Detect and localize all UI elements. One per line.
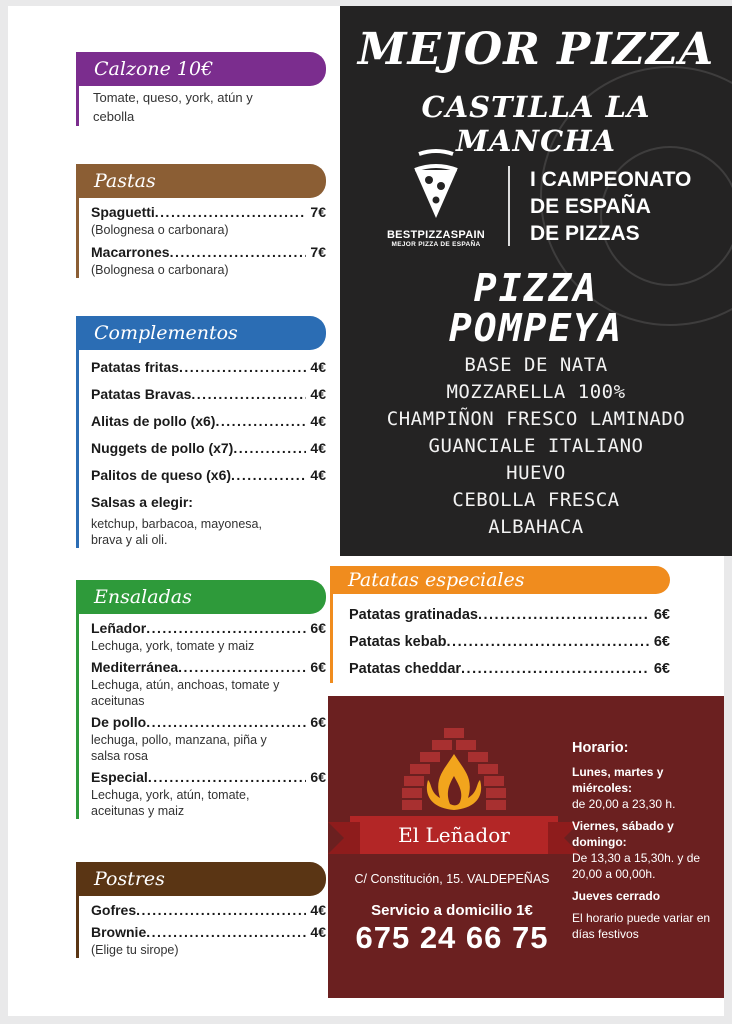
menu-item: Patatas fritas ..... 4€ [91, 354, 326, 381]
ingredient: ALBAHACA [488, 516, 584, 538]
calzone-description: Tomate, queso, york, atún y cebolla [93, 90, 253, 124]
section-header: Patatas especiales [330, 566, 670, 594]
salsas-title: Salsas a elegir: [91, 494, 193, 510]
ingredient: BASE DE NATA [464, 354, 608, 376]
pizza-slice-icon [411, 148, 461, 220]
menu-item: Gofres ..... 4€ [91, 900, 326, 920]
menu-page [8, 6, 724, 1016]
logo-tagline: MEJOR PIZZA DE ESPAÑA [391, 241, 481, 248]
section-header: Complementos [76, 316, 326, 350]
menu-item: Alitas de pollo (x6) ..... 4€ [91, 408, 326, 435]
section-header: Postres [76, 862, 326, 896]
item-description: (Elige tu sirope) [91, 943, 179, 957]
campeonato-title: I CAMPEONATO DE ESPAÑA DE PIZZAS [530, 168, 692, 245]
poster-subtitle: CASTILLA LA MANCHA [421, 90, 651, 158]
menu-item: Brownie ..... 4€ [91, 922, 326, 942]
section-postres [76, 862, 326, 958]
menu-item: Patatas cheddar ..... 6€ [349, 656, 670, 683]
pizza-poster [340, 6, 732, 556]
menu-item: Especial ..... 6€ [91, 767, 326, 787]
pizza-name-line: PIZZA [473, 266, 599, 310]
bestpizzaspain-logo [380, 148, 492, 248]
item-description: (Bolognesa o carbonara) [91, 223, 229, 237]
opening-hours: Horario: Lunes, martes y miércoles: de 20,00 a 23,30 h. Viernes, sábado y domingo: De 13,30 a 15,30h. y de 20,00 a 00,00h. Jueves cerrado El horario puede variar en días festivos [572, 740, 711, 941]
ingredient-list [340, 352, 732, 541]
item-description: Lechuga, york, tomate y maiz [91, 639, 255, 653]
phone-number[interactable]: 675 24 66 75 [355, 920, 549, 955]
delivery-info: Servicio a domicilio 1€ [371, 902, 533, 919]
ingredient: CEBOLLA FRESCA [452, 489, 620, 511]
section-header: Calzone 10€ [76, 52, 326, 86]
restaurant-info [328, 696, 724, 998]
section-pastas [76, 164, 326, 278]
menu-item: Palitos de queso (x6) ..... 4€ [91, 462, 326, 489]
menu-item: Mediterránea ..... 6€ [91, 657, 326, 677]
menu-item: Spaguetti ..... 7€ [91, 202, 326, 222]
poster-title: MEJOR PIZZA [357, 24, 715, 75]
section-header: Pastas [76, 164, 326, 198]
ingredient: MOZZARELLA 100% [446, 381, 626, 403]
section-calzone [76, 52, 326, 126]
item-description: Lechuga, atún, anchoas, tomate y aceitunas [91, 678, 280, 708]
divider [508, 166, 510, 246]
ingredient: GUANCIALE ITALIANO [428, 435, 644, 457]
section-ensaladas [76, 580, 326, 819]
section-header: Ensaladas [76, 580, 326, 614]
menu-item: Patatas kebab ..... 6€ [349, 629, 670, 656]
section-complementos [76, 316, 326, 548]
item-description: Lechuga, york, atún, tomate, aceitunas y maiz [91, 788, 250, 818]
section-patatas-especiales [330, 566, 670, 683]
oven-fire-icon [394, 724, 514, 824]
ingredient: HUEVO [506, 462, 566, 484]
ingredient: CHAMPIÑON FRESCO LAMINADO [386, 408, 686, 430]
menu-item: Leñador ..... 6€ [91, 618, 326, 638]
menu-item: Nuggets de pollo (x7) ..... 4€ [91, 435, 326, 462]
address: C/ Constitución, 15. VALDEPEÑAS [354, 872, 550, 886]
menu-item: De pollo ..... 6€ [91, 712, 326, 732]
menu-item: Patatas gratinadas ..... 6€ [349, 602, 670, 629]
menu-item: Patatas Bravas ..... 4€ [91, 381, 326, 408]
item-description: (Bolognesa o carbonara) [91, 263, 229, 277]
item-description: lechuga, pollo, manzana, piña y salsa rosa [91, 733, 267, 763]
salsas-description: ketchup, barbacoa, mayonesa, brava y ali oli. [91, 517, 262, 547]
menu-item: Macarrones ..... 7€ [91, 242, 326, 262]
pizza-name-line: POMPEYA [448, 306, 624, 350]
restaurant-name-ribbon: El Leñador [350, 816, 558, 854]
logo-name: BESTPIZZASPAIN [386, 229, 486, 241]
